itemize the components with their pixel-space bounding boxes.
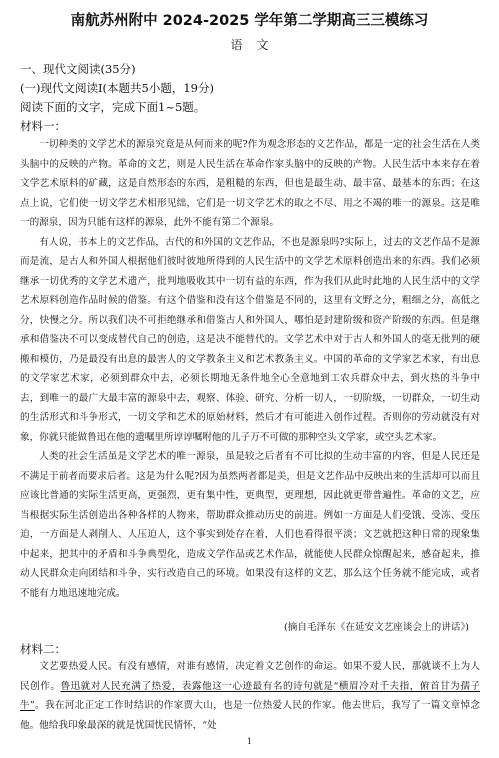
instruction-text: 阅读下面的文字，完成下面1~5题。 xyxy=(20,100,206,114)
document-title: 南航苏州附中 2024-2025 学年第二学期高三三模练习 xyxy=(70,13,429,29)
material1-source: (摘自毛泽东《在延安文艺座谈会上的讲话》) xyxy=(284,622,469,633)
material1-label: 材料一： xyxy=(20,119,66,133)
sub-heading: (一)现代文阅读Ⅰ(本题共5小题，19分) xyxy=(20,81,214,95)
material2-label: 材料二： xyxy=(20,642,66,656)
material1-paragraph-3: 人类的社会生活虽是文学艺术的唯一源泉，虽是较之后者有不可比拟的生动丰富的内容，但是人民还是不满足于前者而要求后者。这是为什么呢?因为虽然两者都是美，但是文艺作品中反映出来的生活却可以而且应该比普通的实际生活更高，更强烈，更有集中性，更典型，更理想，因此就更带普遍性。革命的文艺，应当根据实际生活创造出各种各样的人物来，帮助群众推动历史的前进。例如一方面是人们受饿、受冻、受压迫，一方面是人剥削人、人压迫人，这个事实到处存在着，人们也看得很平淡；文艺就把这种日常的现象集中起来，把其中的矛盾和斗争典型化，造成文学作品或艺术作品，就能使人民群众惊醒起来，感奋起来，推动人民群众走向团结和斗争，实行改造自己的环境。如果没有这样的文艺，那么这个任务就不能完成，或者不能有力地迅速地完成。 xyxy=(20,451,480,599)
page-number: 1 xyxy=(246,737,253,746)
material2-underlined-text: 鲁迅就对人民充满了热爱，表露他这一心迹最有名的诗句就是“横眉冷对千夫指，俯首甘为孺子牛” xyxy=(20,680,480,711)
material1-paragraph-2: 有人说，书本上的文艺作品，古代的和外国的文艺作品，不也是源泉吗?实际上，过去的文艺作品不是源而是流，是古人和外国人根据他们彼时彼地所得到的人民生活中的文学艺术原料创造出来的东西。我们必须继承一切优秀的文学艺术遗产，批判地吸收其中一切有益的东西，作为我们从此时此地的人民生活中的文学艺术原料创造作品时候的借鉴。有这个借鉴和没有这个借鉴是不同的，这里有文野之分，粗细之分，高低之分，快慢之分。所以我们决不可拒绝继承和借鉴古人和外国人，哪怕是封建阶级和资产阶级的东西。但是继承和借鉴决不可以变成替代自己的创造，这是决不能替代的。文学艺术中对于古人和外国人的毫无批判的硬搬和模仿，乃是最没有出息的最害人的文学教条主义和艺术教条主义。中国的革命的文学家艺术家，有出息的文学家艺术家，必须到群众中去，必须长期地无条件地全心全意地到工农兵群众中去，到火热的斗争中去，到唯一的最广大最丰富的源泉中去，观察、体验、研究、分析一切人，一切阶级，一切群众，一切生动的生活形式和斗争形式，一切文学和艺术的原始材料，然后才有可能进入创作过程。否则你的劳动就没有对象，你就只能做鲁迅在他的遗嘱里所谆谆嘱咐他的儿子万不可做的那种空头文学家，或空头艺术家。 xyxy=(20,236,480,443)
material1-body xyxy=(20,135,480,603)
material2-text-before: 文艺要热爱人民。有没有感情，对谁有感情，决定着文艺创作的命运。如果不爱人民，那就谈不上为人民创作。 xyxy=(20,661,480,692)
section-heading: 一、现代文阅读(35分) xyxy=(20,62,136,76)
material2-text-after: 。我在河北正定工作时结识的作家贾大山，也是一位热爱人民的作家。他去世后，我写了一篇文章悼念他。他给我印象最深的就是忧国忧民情怀，“处 xyxy=(20,700,481,731)
subject-title: 语文 xyxy=(230,38,283,52)
material2-body xyxy=(20,657,480,735)
material1-paragraph-1: 一切种类的文学艺术的源泉究竟是从何而来的呢?作为观念形态的文艺作品，都是一定的社会生活在人类头脑中的反映的产物。革命的文艺，则是人民生活在革命作家头脑中的反映的产物。人民生活中本来存在着文学艺术原料的矿藏，这是自然形态的东西，是粗糙的东西，但也是最生动、最丰富、最基本的东西；在这点上说，它们使一切文学艺术相形见绌，它们是一切文学艺术的取之不尽、用之不竭的唯一的源泉。这是唯一的源泉，因为只能有这样的源泉，此外不能有第二个源泉。 xyxy=(20,139,480,228)
material2-paragraph xyxy=(20,657,480,735)
